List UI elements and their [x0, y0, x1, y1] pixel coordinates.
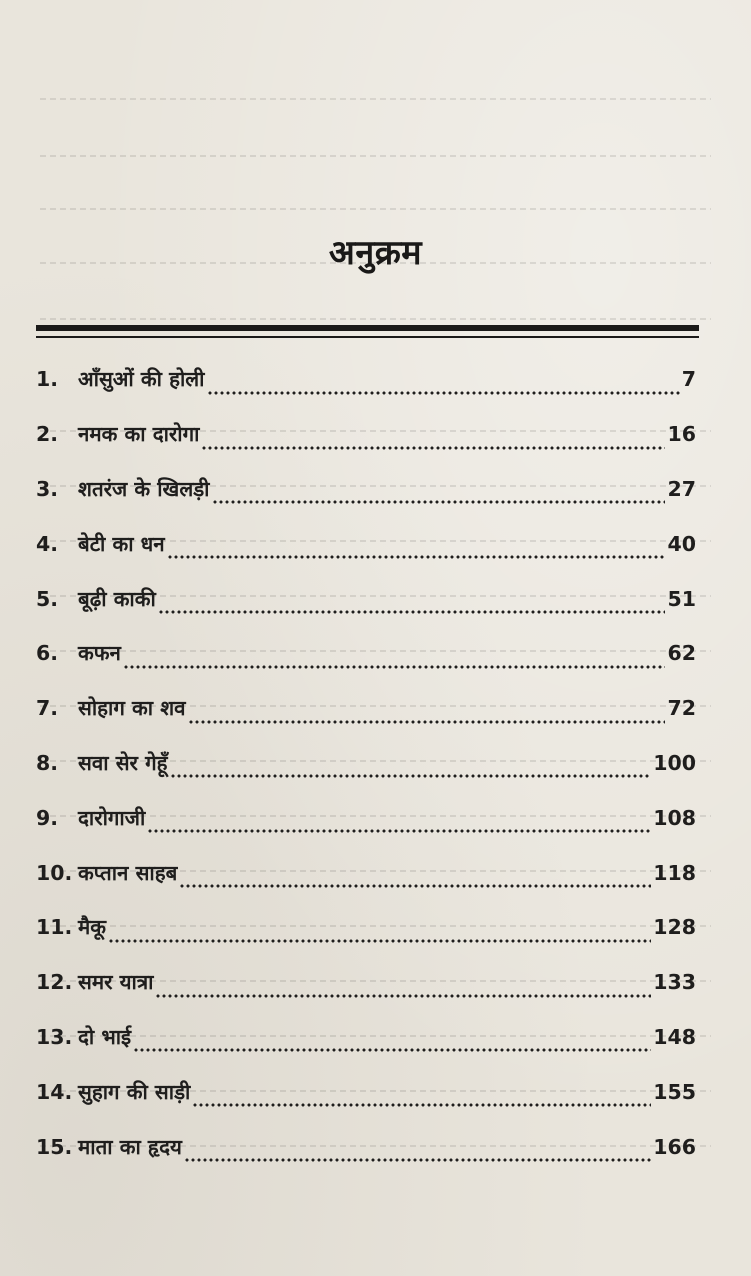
toc-entry[interactable] [36, 1119, 696, 1174]
entry-page: 108 [653, 805, 696, 830]
toc-entry[interactable] [36, 407, 696, 462]
toc-entry[interactable] [36, 845, 696, 900]
entry-page: 62 [667, 641, 696, 666]
entry-title: बूढ़ी काकी [78, 586, 156, 611]
entry-page: 128 [653, 915, 696, 940]
entry-title: मैकू [78, 915, 107, 940]
dot-leader [192, 1103, 651, 1107]
entry-page: 118 [653, 860, 696, 885]
toc-entry[interactable] [36, 955, 696, 1010]
entry-number: 14. [36, 1079, 73, 1104]
dot-leader [155, 994, 651, 998]
dot-leader [170, 774, 652, 778]
dot-leader [201, 446, 665, 450]
entry-title: दो भाई [78, 1024, 132, 1049]
entry-page: 72 [667, 696, 696, 721]
dot-leader [184, 1158, 651, 1162]
title-rule-thick [36, 325, 699, 331]
entry-number: 1. [36, 367, 59, 392]
dot-leader [158, 610, 666, 614]
toc-entry[interactable] [36, 571, 696, 626]
entry-title: सवा सेर गेहूँ [78, 750, 168, 775]
entry-title: समर यात्रा [78, 970, 154, 995]
entry-page: 51 [667, 586, 696, 611]
entry-page: 40 [667, 531, 696, 556]
entry-page: 155 [653, 1079, 696, 1104]
entry-number: 13. [36, 1024, 73, 1049]
entry-number: 15. [36, 1134, 73, 1159]
dot-leader [123, 665, 666, 669]
entry-title: शतरंज के खिलड़ी [78, 476, 210, 501]
toc-entry[interactable] [36, 736, 696, 791]
toc-entry[interactable] [36, 900, 696, 955]
dot-leader [108, 939, 651, 943]
entry-number: 2. [36, 422, 59, 447]
entry-number: 7. [36, 696, 59, 721]
entry-title: आँसुओं की होली [78, 367, 205, 392]
dot-leader [207, 391, 680, 395]
entry-title: माता का हृदय [78, 1134, 182, 1159]
entry-number: 12. [36, 970, 73, 995]
dot-leader [179, 884, 651, 888]
entry-title: बेटी का धन [78, 531, 165, 556]
entry-number: 10. [36, 860, 73, 885]
dot-leader [212, 500, 666, 504]
toc-entry[interactable] [36, 1064, 696, 1119]
entry-number: 3. [36, 476, 59, 501]
entry-page: 27 [667, 476, 696, 501]
dot-leader [133, 1048, 651, 1052]
entry-number: 9. [36, 805, 59, 830]
entry-number: 8. [36, 750, 59, 775]
entry-page: 7 [681, 367, 696, 392]
entry-number: 11. [36, 915, 73, 940]
entry-number: 6. [36, 641, 59, 666]
entry-page: 16 [667, 422, 696, 447]
toc-entry[interactable] [36, 352, 696, 407]
toc-entry[interactable] [36, 790, 696, 845]
entry-number: 4. [36, 531, 59, 556]
toc-entry[interactable] [36, 1010, 696, 1065]
entry-title: दारोगाजी [78, 805, 146, 830]
toc-entry[interactable] [36, 462, 696, 517]
toc-entry[interactable] [36, 626, 696, 681]
toc-entry[interactable] [36, 516, 696, 571]
entry-title: सुहाग की साड़ी [78, 1079, 191, 1104]
dot-leader [188, 720, 666, 724]
entry-title: नमक का दारोगा [78, 422, 200, 447]
entry-page: 100 [653, 750, 696, 775]
page-title: अनुक्रम [328, 233, 423, 273]
entry-number: 5. [36, 586, 59, 611]
toc-entry[interactable] [36, 681, 696, 736]
entry-page: 133 [653, 970, 696, 995]
dot-leader [167, 555, 666, 559]
entry-title: कप्तान साहब [78, 860, 178, 885]
title-rule-thin [36, 336, 699, 338]
entry-title: सोहाग का शव [78, 696, 186, 721]
dot-leader [147, 829, 651, 833]
entry-title: कफन [78, 641, 121, 666]
entry-page: 148 [653, 1024, 696, 1049]
table-of-contents [36, 352, 696, 1174]
entry-page: 166 [653, 1134, 696, 1159]
